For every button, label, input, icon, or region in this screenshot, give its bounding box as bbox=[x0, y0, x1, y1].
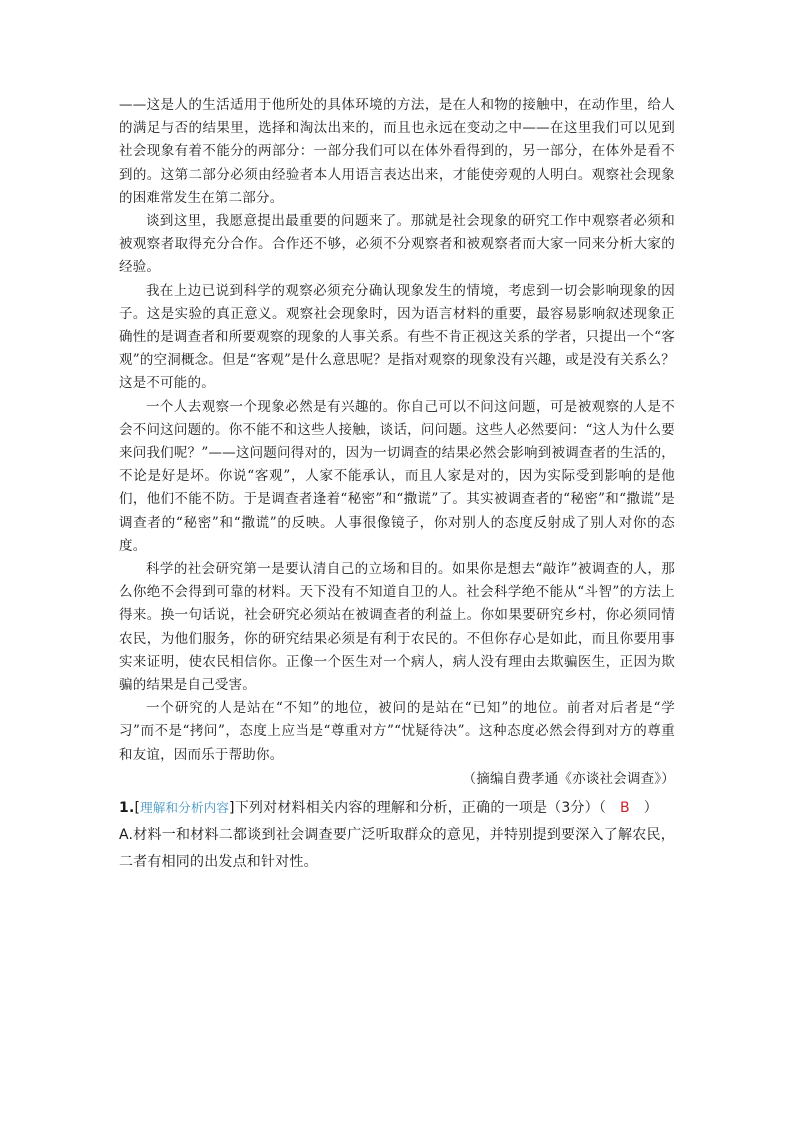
question-stem bbox=[119, 794, 675, 822]
option-a: A.材料一和材料二都谈到社会调查要广泛听取群众的意见，并特别提到要深入了解农民，二者有相同的出发点和针对性。 bbox=[119, 827, 675, 871]
tag-bracket-open: [ bbox=[134, 800, 141, 817]
paragraph: 科学的社会研究第一是要认清自己的立场和目的。如果你是想去“敲诈”被调查的人，那么你绝不会得到可靠的材料。天下没有不知道自卫的人。社会科学绝不能从“斗智”的方法上得来。换一句话说，社会研究必须站在被调查者的利益上。你如果要研究乡村，你必须同情农民，为他们服务，你的研究结果必须是有利于农民的。不但你存心是如此，而且你要用事实来证明，使农民相信你。正像一个医生对一个病人，病人没有理由去欺骗医生，正因为欺骗的结果是自己受害。 bbox=[119, 561, 675, 694]
tag-bracket-close: ] bbox=[229, 800, 235, 817]
paragraph: 一个人去观察一个现象必然是有兴趣的。你自己可以不问这问题，可是被观察的人是不会不问这问题的。你不能不和这些人接触，谈话，问问题。这些人必然要问：“这人为什么要来问我们呢？”——这问题问得对的，因为一切调查的结果必然会影响到被调查者的生活的，不论是好是坏。你说“客观”，人家不能承认，而且人家是对的，因为实际受到影响的是他们，他们不能不防。于是调查者逢着“秘密”和“撒谎”了。其实被调查者的“秘密”和“撒谎”是调查者的“秘密”和“撒谎”的反映。人事很像镜子，你对别人的态度反射成了别人对你的态度。 bbox=[119, 398, 675, 554]
passage-body bbox=[119, 94, 675, 876]
question-type-tag: 理解和分析内容 bbox=[140, 800, 230, 816]
question-text-end: ） bbox=[643, 800, 658, 817]
question-number: 1. bbox=[119, 800, 135, 817]
paragraph: ——这是人的生活适用于他所处的具体环境的方法，是在人和物的接触中，在动作里，给人的满足与否的结果里，选择和淘汰出来的，而且也永远在变动之中——在这里我们可以见到社会现象有着不能分的两部分：一部分我们可以在体外看得到的，另一部分，在体外是看不到的。这第二部分必须由经验者本人用语言表达出来，才能使旁观的人明白。观察社会现象的困难常发生在第二部分。 bbox=[119, 97, 675, 206]
question-1 bbox=[119, 794, 675, 876]
source-citation: （摘编自费孝通《亦谈社会调查》） bbox=[462, 770, 675, 787]
question-text: 下列对材料相关内容的理解和分析，正确的一项是（3分）（ bbox=[234, 800, 607, 817]
paragraph: 谈到这里，我愿意提出最重要的问题来了。那就是社会现象的研究工作中观察者必须和被观察者取得充分合作。合作还不够，必须不分观察者和被观察者而大家一同来分析大家的经验。 bbox=[119, 213, 675, 276]
answer-mark: B bbox=[619, 800, 630, 817]
paragraph: 一个研究的人是站在“不知”的地位，被问的是站在“已知”的地位。前者对后者是“学习”而不是“拷问”，态度上应当是“尊重对方”“忧疑待决”。这种态度必然会得到对方的尊重和友谊，因而乐于帮助你。 bbox=[119, 700, 675, 763]
paragraph: 我在上边已说到科学的观察必须充分确认现象发生的情境，考虑到一切会影响现象的因子。这是实验的真正意义。观察社会现象时，因为语言材料的重要，最容易影响叙述现象正确性的是调查者和所要观察的现象的人事关系。有些不肯正视这关系的学者，只提出一个“客观”的空洞概念。但是“客观”是什么意思呢？是指对观察的现象没有兴趣，或是没有关系么？这是不可能的。 bbox=[119, 282, 675, 392]
